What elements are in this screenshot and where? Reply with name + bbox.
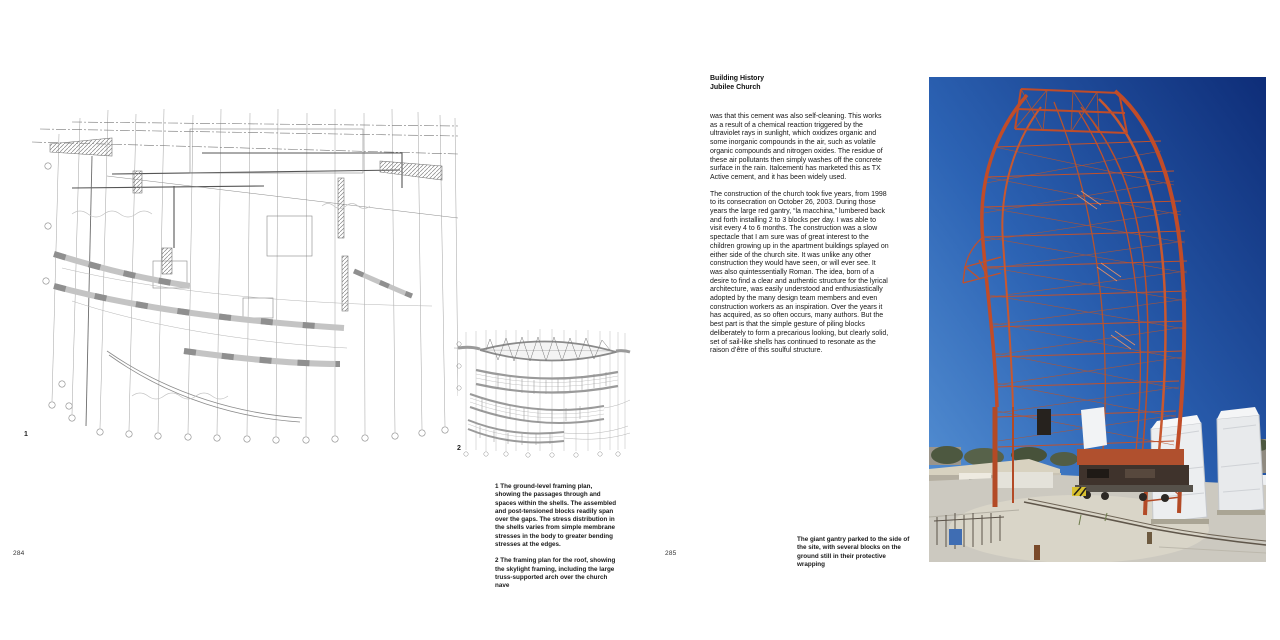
figure-2-caption: 2 The framing plan for the roof, showing the skylight framing, including the large truss-supported arch over the church nave (495, 557, 616, 590)
body-text-column (710, 113, 889, 364)
right-page-number: 285 (665, 550, 677, 557)
figure-2-label: 2 (457, 445, 461, 452)
figure-captions (495, 483, 619, 599)
left-page-number: 284 (13, 550, 25, 557)
figure-1-label: 1 (24, 431, 28, 438)
running-header-line2: Jubilee Church (710, 84, 761, 92)
running-header (710, 74, 764, 92)
blue-chair (949, 529, 962, 545)
body-paragraph-2: The construction of the church took five years, from 1998 to its consecration on October 26, 2003. During those years the large red gantry, “la macchina,” lumbered back and forth installing 2 to 3 blocks per day. I was able to visit every 4 to 6 months. The construction was a slow spectacle that I am sure was of great interest to the children growing up in the apartment buildings splayed on either side of the church site. It was unlike any other construction they would have seen, or will ever see. It was also quintessentially Roman. The idea, born of a desire to find a clear and authentic structure for the lyrical architecture, was easily understood and enthusiastically adopted by the many design team members and even construction workers as an inspiration. Over the years it has acquired, as so often occurs, many authors. But the best part is that the simple gesture of piling blocks deliberately to form a precarious looking, but clearly solid, set of sail-like shells has continued to resonate as the raison d’être of this soulful structure. (710, 190, 889, 355)
figure-1-caption: 1 The ground-level framing plan, showing the passages through and spaces within the shells. The assembled and post-tensioned blocks readily span over the gaps. The stress distribution in the shells varies from simple membrane stresses in the body to greater bending stresses at the edges. (495, 483, 617, 549)
roof-framing-plan-drawing (452, 326, 632, 466)
body-paragraph-1: was that this cement was also self-cleaning. This works as a result of a chemical reaction triggered by the ultraviolet rays in sunlight, which oxidizes organic and some inorganic compounds in the air, such as volatile organic compounds and nitrogen oxides. The residue of these air pollutants then simply washes off the concrete surface in the rain. Italcementi has marketed this as TX Active cement, and it has been widely used. (710, 113, 883, 181)
photo-caption: The giant gantry parked to the side of the site, with several blocks on the ground still in their protective wrapping (797, 536, 910, 568)
hoisted-block (1081, 407, 1107, 449)
ground-level-framing-plan-drawing (12, 96, 458, 448)
gantry-photo (929, 77, 1266, 562)
running-header-line1: Building History (710, 75, 765, 82)
